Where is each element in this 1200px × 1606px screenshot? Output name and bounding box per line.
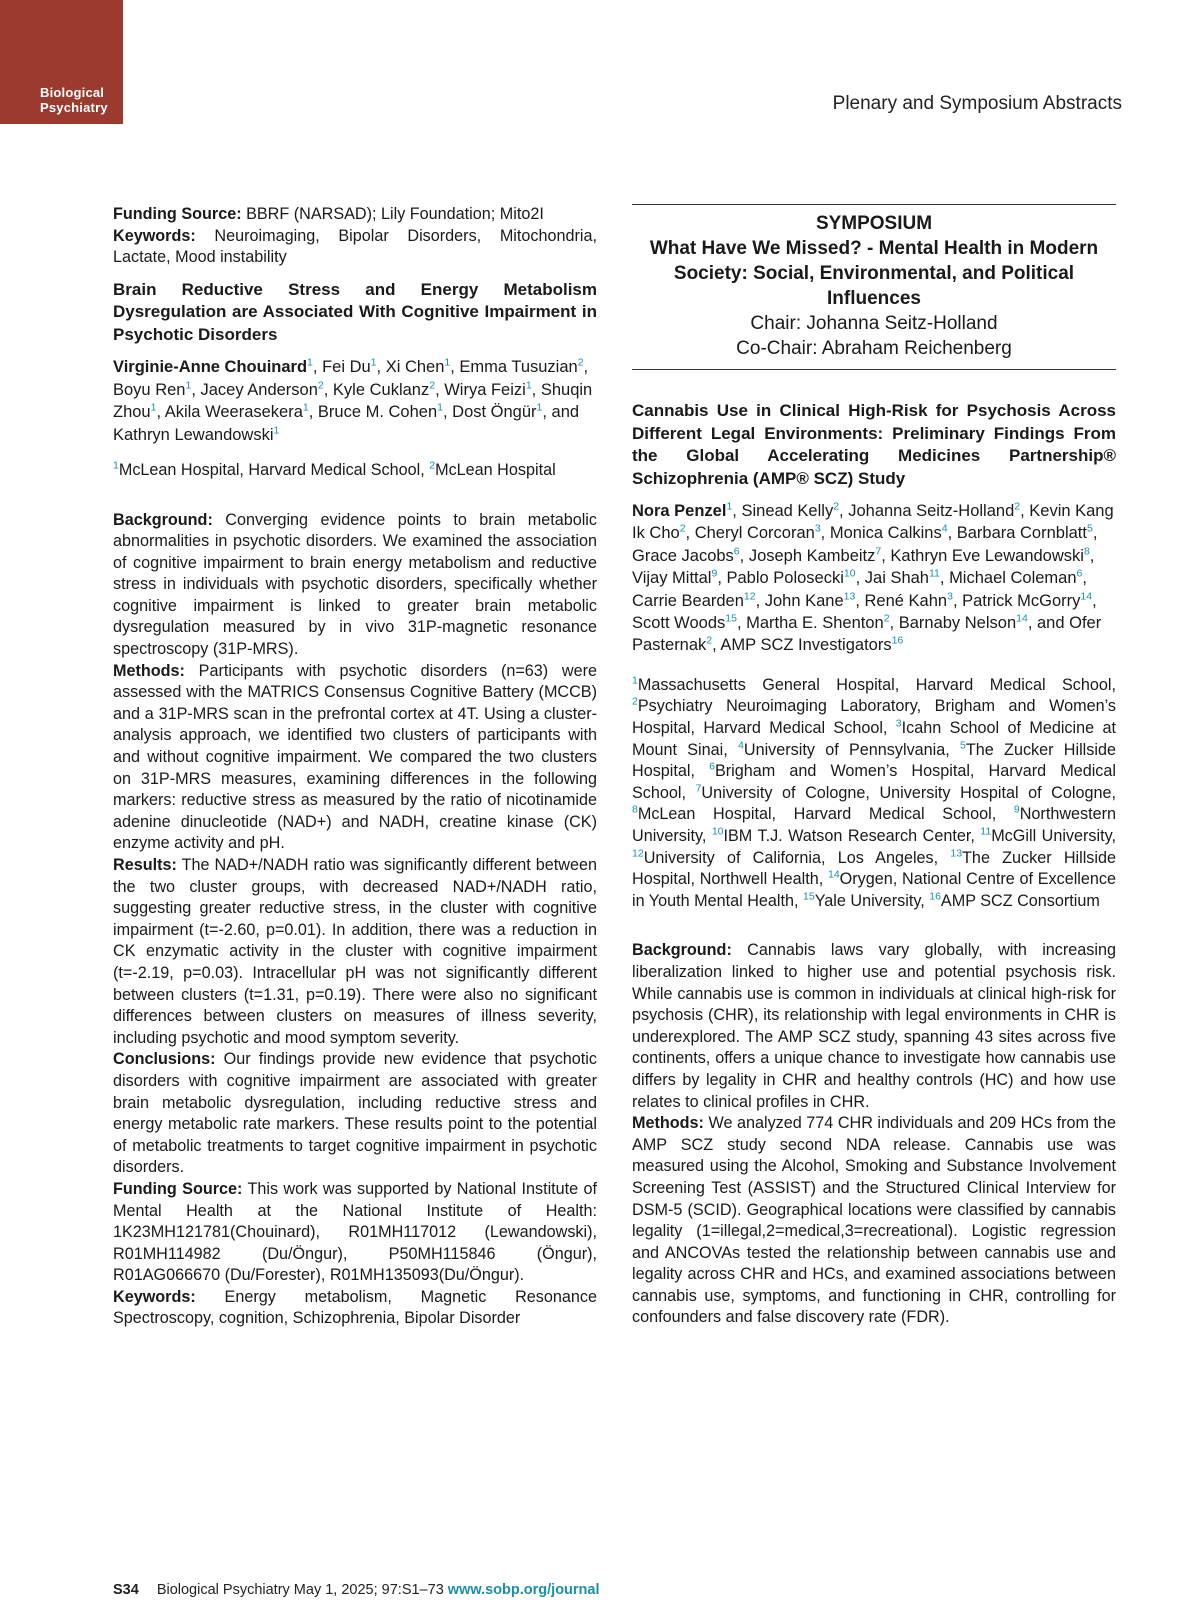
affil-text: McGill University, xyxy=(991,827,1116,845)
conclusions-text: Our findings provide new evidence that psychotic disorders with cognitive impairment are associated with greater brain metabolic dysregulation, including reductive stress and energy metabolic rate markers. These results point to the potential of metabolic treatments to target cognitive impairment in psychotic disorders. xyxy=(113,1050,597,1177)
methods-label: Methods: xyxy=(632,1114,704,1133)
author-name: Sinead Kelly xyxy=(741,502,834,520)
author-separator: , xyxy=(1089,546,1095,565)
affil-sup: 3 xyxy=(895,717,902,730)
author-name: Fei Du xyxy=(322,358,371,377)
author-separator: , xyxy=(739,546,749,565)
author-name: Martha E. Shenton xyxy=(746,614,884,633)
page-number: S34 xyxy=(113,1582,139,1598)
author-affil-sup: 14 xyxy=(1016,612,1028,625)
author-separator: , xyxy=(531,380,541,399)
author-affil-sup: 2 xyxy=(706,634,713,647)
author-name: Wirya Feizi xyxy=(444,380,526,399)
author-name: Cheryl Corcoran xyxy=(694,524,815,543)
affil-sup: 15 xyxy=(803,890,815,903)
affil-sup: 9 xyxy=(1013,804,1020,817)
results-section xyxy=(113,855,597,1049)
author-affil-sup: 1 xyxy=(307,356,313,369)
author-separator: , xyxy=(435,380,445,399)
page-footer xyxy=(113,1582,600,1598)
author-separator: , xyxy=(939,569,950,588)
affil-text: Northwestern University, xyxy=(632,805,1116,845)
affil-sup: 12 xyxy=(632,847,644,860)
author-separator: , xyxy=(1092,524,1098,543)
author-affil-sup: 4 xyxy=(941,522,948,535)
author-affil-sup: 9 xyxy=(711,567,718,580)
methods-text: We analyzed 774 CHR individuals and 209 HCs from the AMP SCZ study second NDA release. Cannabis use was measured using the Alcohol, Smoking and Substance Involvement Screening Test (ASSIST) and the Structured Clinical Interview for DSM-5 (SCID). Geographical locations were classified by cannabis legality (1=illegal,2=medical,3=recreational). Logistic regression and ANCOVAs tested the relationship between cannabis use and legality across CHR and HCs, and examined associations between cannabis use, symptoms, and functioning in CHR, controlling for confounders and false discovery rate (FDR). xyxy=(632,1114,1116,1327)
author-name: Monica Calkins xyxy=(829,524,942,543)
author-separator: , xyxy=(685,524,695,543)
author-separator: , xyxy=(732,502,742,520)
logo-line-1: Biological xyxy=(40,85,105,100)
affil-text: University of Pennsylvania, xyxy=(743,740,961,759)
top-keywords-label: Keywords: xyxy=(113,226,196,245)
abstract-title-left: Brain Reductive Stress and Energy Metabolism Dysregulation are Associated With Cognitive Impairment in Psychotic Disorders xyxy=(113,279,597,344)
affil-sup: 2 xyxy=(632,696,638,709)
author-separator: , xyxy=(1092,591,1097,610)
author-name: John Kane xyxy=(764,591,844,610)
methods-section-right xyxy=(632,1113,1116,1329)
author-separator: , and xyxy=(542,403,580,422)
conclusions-label: Conclusions: xyxy=(113,1050,216,1069)
symposium-cochair: Co-Chair: Abraham Reichenberg xyxy=(736,338,1012,359)
author-affil-sup: 11 xyxy=(928,567,940,580)
running-head: Plenary and Symposium Abstracts xyxy=(832,93,1122,114)
author-name: Shuqin Zhou xyxy=(113,380,593,422)
author-affil-sup: 13 xyxy=(843,590,856,603)
author-affil-sup: 8 xyxy=(1083,545,1090,558)
author-separator: , xyxy=(717,569,727,588)
author-affil-sup: 1 xyxy=(185,379,192,392)
author-name: Xi Chen xyxy=(385,358,445,377)
affil-sup: 8 xyxy=(632,804,638,817)
affil-sup: 1 xyxy=(113,459,119,472)
author-name: Boyu Ren xyxy=(113,380,186,399)
author-list-right xyxy=(632,500,1116,657)
author-separator: , xyxy=(323,380,333,399)
author-name: Jai Shah xyxy=(864,569,929,588)
affil-text: Orygen, National Centre of Excellence in Youth Mental Health, xyxy=(632,870,1116,910)
author-affil-sup: 2 xyxy=(883,612,890,625)
affil-text: Psychiatry Neuroimaging Laboratory, Brigham and Women’s Hospital, Harvard Medical School, xyxy=(632,697,1116,738)
author-name: Emma Tusuzian xyxy=(459,358,578,377)
author-separator: , xyxy=(820,524,830,543)
author-affil-sup: 10 xyxy=(843,567,856,580)
affil-sup: 7 xyxy=(695,782,702,795)
author-separator: , xyxy=(881,546,891,565)
author-separator: , xyxy=(736,614,747,633)
author-affil-sup: 2 xyxy=(577,356,584,369)
author-affil-sup: 1 xyxy=(437,401,443,414)
author-name: Ofer Pasternak xyxy=(632,614,1102,655)
affil-sup: 11 xyxy=(980,825,992,838)
keywords-label: Keywords: xyxy=(113,1287,196,1306)
author-affil-sup: 2 xyxy=(317,379,324,392)
right-column xyxy=(632,204,1116,1329)
symposium-chair: Chair: Johanna Seitz-Holland xyxy=(750,313,998,334)
author-affil-sup: 1 xyxy=(273,424,280,436)
symposium-box xyxy=(632,204,1116,370)
author-separator: , xyxy=(442,403,453,422)
author-affil-sup: 2 xyxy=(1014,500,1021,513)
author-separator: , xyxy=(755,591,765,610)
author-affil-sup: 12 xyxy=(743,590,756,603)
methods-text: Participants with psychotic disorders (n=63) were assessed with the MATRICS Consensus Cognitive Battery (MCCB) and a 31P-MRS scan in the prefrontal cortex at 4T. Using a cluster-analysis approach, we identified two clusters of participants with and without cognitive impairment. We compared the two clusters on 31P-MRS measures, examining differences in the following markers: reductive stress as measured by the ratio of nicotinamide adenine dinucleotide (NAD+) and NADH, creatine kinase (CK) enzyme activity and pH. xyxy=(113,661,597,853)
results-label: Results: xyxy=(113,856,177,874)
affil-text: McLean Hospital, Harvard Medical School, xyxy=(118,460,430,479)
author-affil-sup: 1 xyxy=(536,401,543,414)
affil-text: Brigham and Women’s Hospital, Harvard Medical School, xyxy=(632,762,1116,802)
funding-label: Funding Source: xyxy=(113,1179,243,1198)
author-name: Patrick McGorry xyxy=(962,591,1081,610)
author-separator: , xyxy=(855,569,865,588)
author-separator: , xyxy=(376,358,386,377)
affil-text: McLean Hospital xyxy=(435,460,556,479)
affil-sup: 1 xyxy=(632,674,638,687)
results-text: The NAD+/NADH ratio was significantly different between the two cluster groups, with decreased NAD+/NADH ratio, suggesting greater reductive stress, in the cluster with cognitive impairment (t=-2.60, p=0.01). In addition, there was a reduction in CK enzymatic activity in the cluster with cognitive impairment (t=-2.19, p=0.03). Intracellular pH was not significantly different between clusters (t=1.31, p=0.19). There were also no significant differences between clusters on measures of illness severity, including psychotic and mood symptom severity. xyxy=(113,856,597,1047)
affiliations-left xyxy=(113,460,597,482)
keywords-text: Energy metabolism, Magnetic Resonance Spectroscopy, cognition, Schizophrenia, Bipolar Disorder xyxy=(113,1287,597,1328)
affil-sup: 10 xyxy=(711,825,724,838)
author-name: Scott Woods xyxy=(632,614,726,633)
affil-text: IBM T.J. Watson Research Center, xyxy=(723,827,981,845)
author-name: Akila Weerasekera xyxy=(164,403,303,422)
affil-text: McLean Hospital, Harvard Medical School, xyxy=(637,805,1014,824)
author-separator: , xyxy=(312,358,323,377)
author-separator: , xyxy=(450,358,460,377)
symposium-title: What Have We Missed? - Mental Health in Modern Society: Social, Environmental, and Political Influences xyxy=(649,238,1099,309)
author-name: Kyle Cuklanz xyxy=(332,380,430,399)
author-affil-sup: 14 xyxy=(1080,590,1093,603)
author-name: Johanna Seitz-Holland xyxy=(848,502,1015,520)
author-affil-sup: 1 xyxy=(444,356,451,369)
author-affil-sup: 3 xyxy=(947,590,953,603)
affil-sup: 16 xyxy=(929,890,941,903)
author-separator: , xyxy=(1082,569,1087,588)
background-label: Background: xyxy=(632,941,732,960)
author-separator: , xyxy=(952,591,963,610)
affiliations-right xyxy=(632,675,1116,913)
author-separator: , xyxy=(156,403,165,422)
author-name: Barbara Cornblatt xyxy=(956,524,1087,543)
author-separator: , xyxy=(191,380,201,399)
background-text: Cannabis laws vary globally, with increasing liberalization linked to higher use and potential psychosis risk. While cannabis use is common in individuals at clinical high-risk for psychosis (CHR), its relationship with legal environments in CHR is underexplored. The AMP SCZ study, spanning 43 sites across five continents, offers a unique chance to investigate how cannabis use differs by legality in CHR and healthy controls (HC) and how use relates to clinical profiles in CHR. xyxy=(632,941,1116,1111)
author-affil-sup: 1 xyxy=(150,401,157,414)
affil-sup: 4 xyxy=(738,739,744,752)
affil-text: Icahn School of Medicine at Mount Sinai, xyxy=(632,719,1116,759)
background-section-right xyxy=(632,940,1116,1113)
author-name: Pablo Polosecki xyxy=(726,569,844,588)
author-name: Virginie-Anne Chouinard xyxy=(113,358,308,377)
affil-sup: 13 xyxy=(950,847,963,860)
affil-text: Massachusetts General Hospital, Harvard Medical School, xyxy=(637,675,1116,694)
author-list-left xyxy=(113,356,597,446)
affil-sup: 2 xyxy=(429,459,436,472)
top-funding-text: BBRF (NARSAD); Lily Foundation; Mito2I xyxy=(241,205,544,223)
author-affil-sup: 6 xyxy=(733,545,740,558)
author-affil-sup: 2 xyxy=(833,500,840,513)
author-affil-sup: 1 xyxy=(525,379,532,392)
author-separator: , xyxy=(889,614,899,633)
affil-sup: 14 xyxy=(827,868,840,881)
background-section xyxy=(113,510,597,661)
logo-line-2: Psychiatry xyxy=(40,100,108,115)
citation: Biological Psychiatry May 1, 2025; 97:S1–73 xyxy=(156,1582,448,1598)
affil-text: The Zucker Hillside Hospital, xyxy=(632,740,1116,781)
author-separator: , xyxy=(308,403,318,422)
abstract-title-right: Cannabis Use in Clinical High-Risk for Psychosis Across Different Legal Environments: Preliminary Findings From the Global Accelerating Medicines Partnership® Schizophrenia (AMP® SCZ) Study xyxy=(632,401,1116,488)
author-name: Joseph Kambeitz xyxy=(748,546,876,565)
author-affil-sup: 1 xyxy=(726,500,733,513)
methods-label: Methods: xyxy=(113,661,185,680)
author-affil-sup: 1 xyxy=(370,356,377,369)
author-name: Barnaby Nelson xyxy=(898,614,1017,633)
methods-section xyxy=(113,661,597,855)
author-separator: , xyxy=(855,591,865,610)
top-keywords-text: Neuroimaging, Bipolar Disorders, Mitochondria, Lactate, Mood instability xyxy=(113,226,597,267)
journal-logo xyxy=(0,0,123,124)
author-affil-sup: 15 xyxy=(725,612,737,625)
author-separator: , xyxy=(712,636,721,655)
affil-text: University of California, Los Angeles, xyxy=(643,848,951,867)
journal-logo-text xyxy=(40,85,108,115)
funding-section xyxy=(113,1179,597,1287)
funding-text: This work was supported by National Institute of Mental Health at the National Institute of Health: 1K23MH121781(Chouinard), R01MH117012 (Lewandowski), R01MH114982 (Du/Öngur), P50MH115846 (Öngur), R01AG066670 (Du/Forester), R01MH135093(Du/Öngur). xyxy=(113,1179,598,1285)
author-affil-sup: 3 xyxy=(814,522,821,535)
author-name: Jacey Anderson xyxy=(200,380,318,399)
affil-text: Yale University, xyxy=(814,891,930,910)
affil-text: AMP SCZ Consortium xyxy=(940,891,1100,910)
author-name: Vijay Mittal xyxy=(632,569,712,588)
conclusions-section xyxy=(113,1049,597,1179)
left-column xyxy=(113,204,597,1330)
author-affil-sup: 1 xyxy=(302,401,309,414)
journal-url-link[interactable]: www.sobp.org/journal xyxy=(447,1582,600,1598)
author-name: Michael Coleman xyxy=(949,569,1077,588)
author-name: René Kahn xyxy=(864,591,948,610)
author-name: Grace Jacobs xyxy=(632,546,734,565)
author-affil-sup: 2 xyxy=(679,522,686,535)
author-name: Carrie Bearden xyxy=(632,591,744,610)
author-name: Nora Penzel xyxy=(632,502,727,520)
top-funding-label: Funding Source: xyxy=(113,205,242,223)
keywords-section xyxy=(113,1287,597,1330)
author-name: Kathryn Lewandowski xyxy=(113,425,274,444)
author-name: Dost Öngür xyxy=(452,403,537,422)
author-affil-sup: 16 xyxy=(891,634,904,647)
author-name: AMP SCZ Investigators xyxy=(720,636,892,655)
author-separator: , xyxy=(1020,502,1030,520)
background-text: Converging evidence points to brain metabolic abnormalities in psychotic disorders. We examined the association of cognitive impairment to brain energy metabolism and reductive stress in individuals with psychotic disorders, specifically whether cognitive impairment is linked to greater brain metabolic dysregulation measured by in vivo 31P-magnetic resonance spectroscopy (31P-MRS). xyxy=(113,510,597,659)
background-label: Background: xyxy=(113,510,213,529)
affil-text: University of Cologne, University Hospital of Cologne, xyxy=(701,783,1116,802)
top-keywords xyxy=(113,226,597,269)
author-affil-sup: 6 xyxy=(1076,567,1083,580)
symposium-heading: SYMPOSIUM xyxy=(815,213,933,234)
author-affil-sup: 7 xyxy=(875,545,882,558)
author-separator: , xyxy=(839,502,849,520)
author-affil-sup: 2 xyxy=(429,379,436,392)
affil-sup: 6 xyxy=(709,760,715,773)
author-separator: , xyxy=(583,358,589,377)
author-name: Kathryn Eve Lewandowski xyxy=(890,546,1084,565)
author-separator: , xyxy=(947,524,957,543)
top-funding xyxy=(113,204,597,226)
affil-text: The Zucker Hillside Hospital, Northwell Health, xyxy=(632,848,1116,889)
author-name: Bruce M. Cohen xyxy=(317,403,438,422)
author-affil-sup: 5 xyxy=(1086,522,1093,535)
affil-sup: 5 xyxy=(960,739,966,752)
author-name: Kevin Kang Ik Cho xyxy=(632,502,1114,543)
author-separator: , and xyxy=(1027,614,1070,633)
